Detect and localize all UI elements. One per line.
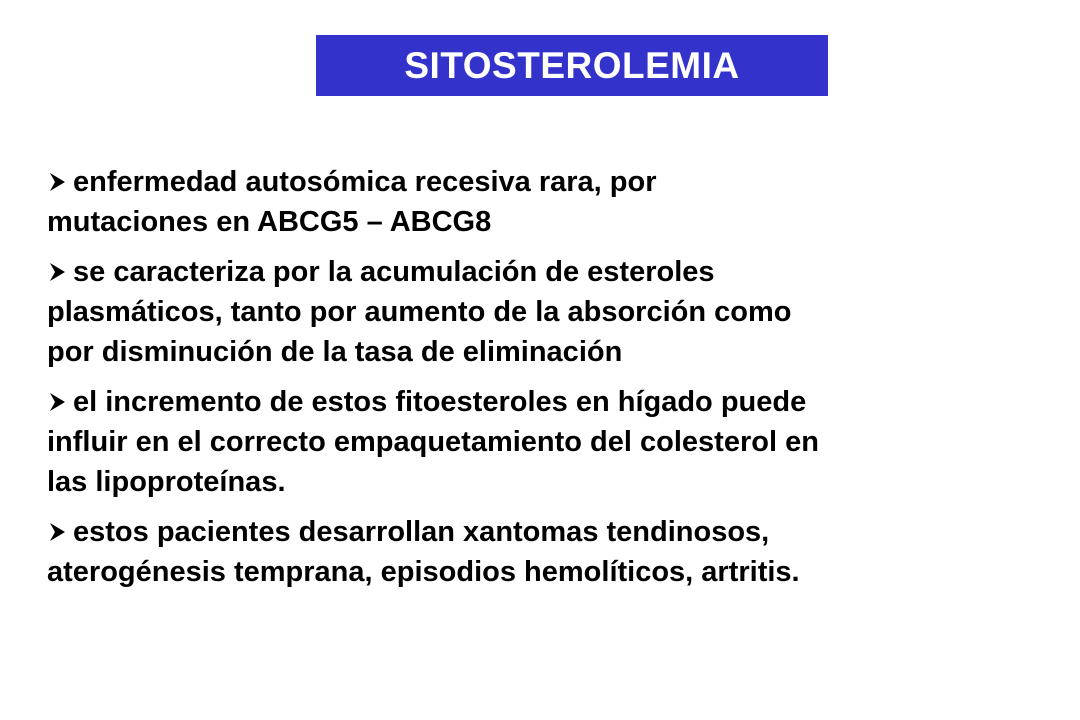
bullet-item [47,162,1057,242]
arrowhead-icon [47,512,73,552]
bullet-line: las lipoproteínas. [47,466,286,498]
bullet-line: aterogénesis temprana, episodios hemolíticos, artritis. [47,556,800,588]
bullet-list [47,162,1057,602]
bullet-line: se caracteriza por la acumulación de esteroles [47,252,1057,292]
arrowhead-icon [47,382,73,422]
bullet-item [47,512,1057,592]
bullet-item [47,252,1057,372]
arrowhead-icon [47,162,73,202]
bullet-line: enfermedad autosómica recesiva rara, por [47,162,1057,202]
arrowhead-icon [47,252,73,292]
bullet-line: mutaciones en ABCG5 – ABCG8 [47,206,492,238]
slide-title: SITOSTEROLEMIA [404,44,740,86]
bullet-line: estos pacientes desarrollan xantomas tendinosos, [47,512,1057,552]
bullet-line: el incremento de estos fitoesteroles en hígado puede [47,382,1057,422]
bullet-line: influir en el correcto empaquetamiento del colesterol en [47,426,819,458]
title-banner [316,35,828,96]
bullet-line: por disminución de la tasa de eliminación [47,336,623,368]
bullet-item [47,382,1057,502]
bullet-line: plasmáticos, tanto por aumento de la absorción como [47,296,792,328]
